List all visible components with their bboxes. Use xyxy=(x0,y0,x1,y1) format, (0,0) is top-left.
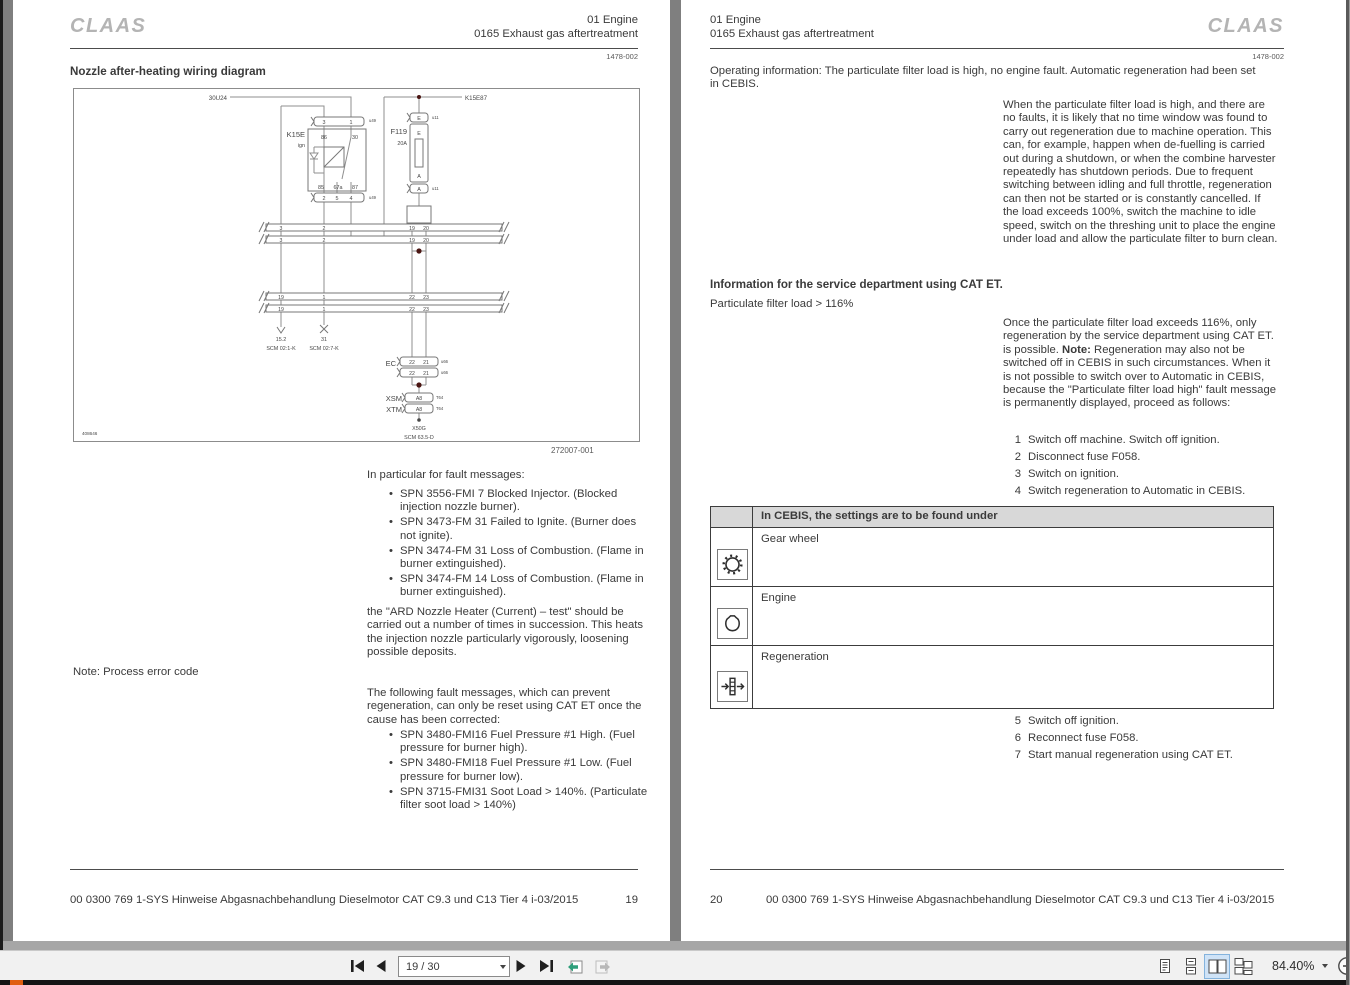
when-paragraph: When the particulate filter load is high, and there are no faults, it is likely that no time window was found to carry out regeneration due to machine operation. This can, for example, happen when de-fuelling is carried out during a shutdown, or when the combine harvester repeatedly has shutdown periods. Due to frequent switching between idling and full throttle, regeneration can then not be started or is constantly cancelled. If the load exceeds 100%, switch the machine to idle speed, switch on the threshing unit to place the engine under load and allow the particulate filter to burn clean. xyxy=(1003,99,1278,246)
relay-pin: 86 xyxy=(321,135,327,141)
conn-suffix: u11 xyxy=(432,186,439,191)
two-page-continuous-view-button[interactable] xyxy=(1231,955,1255,978)
step-item xyxy=(1011,713,1233,730)
bus-pin: 19 xyxy=(409,226,415,232)
bus-pin: 22 xyxy=(409,295,415,301)
regeneration-icon xyxy=(717,671,748,702)
conn-pin: 1 xyxy=(349,120,353,126)
net-label-30u24: 30U24 xyxy=(208,95,227,102)
relay-pin: 67a xyxy=(333,185,343,191)
bottom-conn-sub: SCM 63.5-D xyxy=(404,435,434,441)
step-number: 6 xyxy=(1014,732,1021,744)
step-text: Reconnect fuse F058. xyxy=(1028,732,1139,744)
step-text: Switch off machine. Switch off ignition. xyxy=(1028,434,1220,446)
conn-pin: 2 xyxy=(322,196,326,202)
conn-suffix: T64 xyxy=(436,395,444,400)
operating-info: Operating information: The particulate filter load is high, no engine fault. Automatic regeneration had been set in CEBIS. xyxy=(710,65,1256,91)
step-item xyxy=(1011,432,1245,449)
section-title: Nozzle after-heating wiring diagram xyxy=(70,65,266,78)
once-part2: Regeneration may also not be switched off in CEBIS in such circumstances. When it is not possible to switch over to Automatic in CEBIS, because the "Particulate filter load high" fault message is permanently displayed, proceed as follows: xyxy=(1003,343,1277,410)
wiring-diagram xyxy=(73,88,640,442)
doc-code: 1478-002 xyxy=(1252,52,1284,61)
terminal-label: SCM 02:1-K xyxy=(266,346,296,352)
note-label: Note: xyxy=(1062,343,1091,356)
bus-pin: 19 xyxy=(409,238,415,244)
icon-cell xyxy=(711,587,753,646)
steps-5-7 xyxy=(1011,713,1233,764)
step-text: Switch off ignition. xyxy=(1028,715,1119,727)
step-text: Disconnect fuse F058. xyxy=(1028,451,1141,463)
header-section: 0165 Exhaust gas aftertreatment xyxy=(710,28,874,40)
conn-pin: 4 xyxy=(349,196,353,202)
bus-pin: 2 xyxy=(322,226,326,232)
bus-pin: 2 xyxy=(322,238,326,244)
list-item: • SPN 3480-FMI18 Fuel Pressure #1 Low. (Fuel pressure for burner low). xyxy=(367,757,651,784)
step-number: 4 xyxy=(1014,485,1021,497)
terminal-pin: 31 xyxy=(321,337,327,343)
single-page-view-button[interactable] xyxy=(1153,955,1177,978)
zoom-dropdown[interactable] xyxy=(1318,956,1332,976)
table-row xyxy=(711,587,1274,646)
header-rule xyxy=(710,48,1284,49)
fault-bullet-list xyxy=(367,488,649,601)
footer-text: 00 0300 769 1-SYS Hinweise Abgasnachbehandlung Dieselmotor CAT C9.3 und C13 Tier 4 i-03/2015 xyxy=(70,894,579,906)
conn-suffix: u11 xyxy=(432,115,439,120)
ec-pin: 22 xyxy=(409,360,415,366)
claas-logo: CLAAS xyxy=(70,15,147,37)
step-text: Switch on ignition. xyxy=(1028,468,1120,480)
header-chapter: 01 Engine xyxy=(710,14,761,26)
step-number: 5 xyxy=(1014,715,1021,727)
fuse-rating: 20A xyxy=(397,141,407,147)
step-item xyxy=(1011,483,1245,500)
fuse-pin: E xyxy=(417,131,421,137)
first-page-button[interactable] xyxy=(348,956,368,976)
fuse-pin: A xyxy=(417,187,421,193)
ec-pin: 21 xyxy=(423,371,429,377)
status-chip xyxy=(10,980,23,985)
bus-pin: 23 xyxy=(423,307,429,313)
step-number: 1 xyxy=(1014,434,1021,446)
engine-icon xyxy=(717,608,748,639)
icon-cell xyxy=(711,646,753,709)
terminal-label: SCM 02:7-K xyxy=(309,346,339,352)
doc-code: 1478-002 xyxy=(606,52,638,61)
xsm-pin: A8 xyxy=(415,396,423,402)
reset-paragraph: The following fault messages, which can prevent regeneration, can only be reset using CAT ET once the cause has been corrected: xyxy=(367,687,642,726)
zoom-level-text: 84.40% xyxy=(1272,959,1315,973)
page-number: 20 xyxy=(710,894,723,906)
pdf-page-19 xyxy=(13,0,670,941)
conn-suffix: T64 xyxy=(436,406,444,411)
xsm-label: XSM xyxy=(385,394,402,403)
conn-suffix: u49 xyxy=(369,118,376,123)
bus-pin: 19 xyxy=(278,295,284,301)
junction-dot xyxy=(416,248,421,253)
page-field-dropdown[interactable] xyxy=(496,957,509,976)
continuous-view-button[interactable] xyxy=(1179,955,1203,978)
page-bottom-gap xyxy=(3,941,1347,950)
previous-view-button[interactable] xyxy=(564,956,586,976)
bus-pin: 3 xyxy=(279,226,283,232)
two-page-view-button[interactable] xyxy=(1205,955,1229,978)
bus-pin: 23 xyxy=(423,295,429,301)
bottom-conn: X50G xyxy=(412,426,426,432)
xtm-pin: A8 xyxy=(415,407,423,413)
page-header xyxy=(474,13,638,41)
window-right-border xyxy=(1346,0,1350,985)
list-item: • SPN 3474-FM 14 Loss of Combustion. (Flame in burner extinguished). xyxy=(367,573,649,600)
chevron-down-icon xyxy=(1322,964,1328,968)
footer-rule xyxy=(70,869,638,870)
header-rule xyxy=(70,48,638,49)
ec-pin: 22 xyxy=(409,371,415,377)
ard-paragraph: the "ARD Nozzle Heater (Current) – test" should be carried out a number of times in succession. This heats the injection nozzle particularly vigorously, loosening possible deposits. xyxy=(367,606,644,659)
bottom-status-strip xyxy=(0,980,1350,985)
bus-pin: 20 xyxy=(423,238,429,244)
xtm-label: XTM xyxy=(386,405,402,414)
page-number: 19 xyxy=(625,894,638,906)
fuse-pin: E xyxy=(417,116,421,122)
conn-pin: 3 xyxy=(322,120,326,126)
terminal-dot xyxy=(417,418,421,422)
cebis-settings-table xyxy=(710,506,1274,709)
chevron-down-icon xyxy=(500,965,506,969)
once-paragraph xyxy=(1003,317,1281,411)
junction-dot xyxy=(416,382,421,387)
step-text: Switch regeneration to Automatic in CEBIS. xyxy=(1028,485,1246,497)
ec-label: EC xyxy=(385,359,396,368)
relay-mode: ign xyxy=(297,143,305,149)
table-row xyxy=(711,646,1274,709)
fuse-pin: A xyxy=(417,174,421,180)
gear-icon xyxy=(717,549,748,580)
terminal-pin: 15.2 xyxy=(275,337,287,343)
next-view-button[interactable] xyxy=(592,956,614,976)
service-heading: Information for the service department using CAT ET. xyxy=(710,278,1003,291)
table-row xyxy=(711,528,1274,587)
header-section: 0165 Exhaust gas aftertreatment xyxy=(474,28,638,40)
table-row-label: Gear wheel xyxy=(753,528,1274,587)
fuse-name: F119 xyxy=(390,127,407,136)
filter-load-text: Particulate filter load > 116% xyxy=(710,298,854,310)
footer-text: 00 0300 769 1-SYS Hinweise Abgasnachbehandlung Dieselmotor CAT C9.3 und C13 Tier 4 i-03/2015 xyxy=(766,894,1275,906)
net-label-k15e87: K15E87 xyxy=(465,95,488,102)
previous-page-button[interactable] xyxy=(374,956,388,976)
table-header-icon-cell xyxy=(711,507,753,528)
relay-name: K15E xyxy=(286,130,305,139)
step-number: 3 xyxy=(1014,468,1021,480)
step-item xyxy=(1011,747,1233,764)
relay-pin: 85 xyxy=(318,185,324,191)
step-item xyxy=(1011,466,1245,483)
step-number: 2 xyxy=(1014,451,1021,463)
figure-caption: 272007-001 xyxy=(551,446,594,455)
list-item: • SPN 3473-FM 31 Failed to Ignite. (Burner does not ignite). xyxy=(367,516,649,543)
page-number-field[interactable] xyxy=(398,956,510,977)
header-chapter: 01 Engine xyxy=(587,14,638,26)
ec-pin: 21 xyxy=(423,360,429,366)
next-page-button[interactable] xyxy=(514,956,528,976)
relay-pin: 87 xyxy=(352,185,358,191)
step-text: Start manual regeneration using CAT ET. xyxy=(1028,749,1233,761)
bus-pin: 22 xyxy=(409,307,415,313)
reset-bullet-list xyxy=(367,729,651,814)
bus-pin: 20 xyxy=(423,226,429,232)
pdf-page-20 xyxy=(681,0,1346,941)
window-left-border xyxy=(0,0,3,985)
wiring-diagram-svg xyxy=(74,89,639,441)
footer-rule xyxy=(710,869,1284,870)
bus-pin: 1 xyxy=(322,307,326,313)
conn-suffix: u66 xyxy=(441,359,448,364)
once-part1: Once the particulate filter load exceeds 116%, only regeneration by the service department using CAT ET. is possible. xyxy=(1003,317,1274,356)
step-item xyxy=(1011,449,1245,466)
step-item xyxy=(1011,730,1233,747)
table-header-cell: In CEBIS, the settings are to be found under xyxy=(753,507,1274,528)
icon-cell xyxy=(711,528,753,587)
bus-pin: 3 xyxy=(279,238,283,244)
conn-suffix: u66 xyxy=(441,370,448,375)
bus-pin: 1 xyxy=(322,295,326,301)
bus-pin: 19 xyxy=(278,307,284,313)
page-number-value: 19 / 30 xyxy=(406,960,440,973)
junction-dot xyxy=(417,95,421,99)
claas-logo: CLAAS xyxy=(1207,15,1284,37)
list-item: • SPN 3715-FMI31 Soot Load > 140%. (Particulate filter soot load > 140%) xyxy=(367,786,651,813)
viewer-toolbar xyxy=(0,950,1350,981)
list-item: • SPN 3474-FM 31 Loss of Combustion. (Flame in burner extinguished). xyxy=(367,545,649,572)
process-note: Note: Process error code xyxy=(73,666,199,678)
figure-number: 408646 xyxy=(82,431,98,436)
intro-text: In particular for fault messages: xyxy=(367,469,525,481)
step-number: 7 xyxy=(1014,749,1021,761)
conn-suffix: u49 xyxy=(369,195,376,200)
conn-pin: 5 xyxy=(335,196,339,202)
list-item: • SPN 3556-FMI 7 Blocked Injector. (Blocked injection nozzle burner). xyxy=(367,488,649,515)
list-item: • SPN 3480-FMI16 Fuel Pressure #1 High. (Fuel pressure for burner high). xyxy=(367,729,651,756)
relay-pin: 30 xyxy=(352,135,358,141)
table-row-label: Engine xyxy=(753,587,1274,646)
steps-1-4 xyxy=(1011,432,1245,500)
table-row-label: Regeneration xyxy=(753,646,1274,709)
page-header xyxy=(710,13,874,41)
last-page-button[interactable] xyxy=(536,956,556,976)
